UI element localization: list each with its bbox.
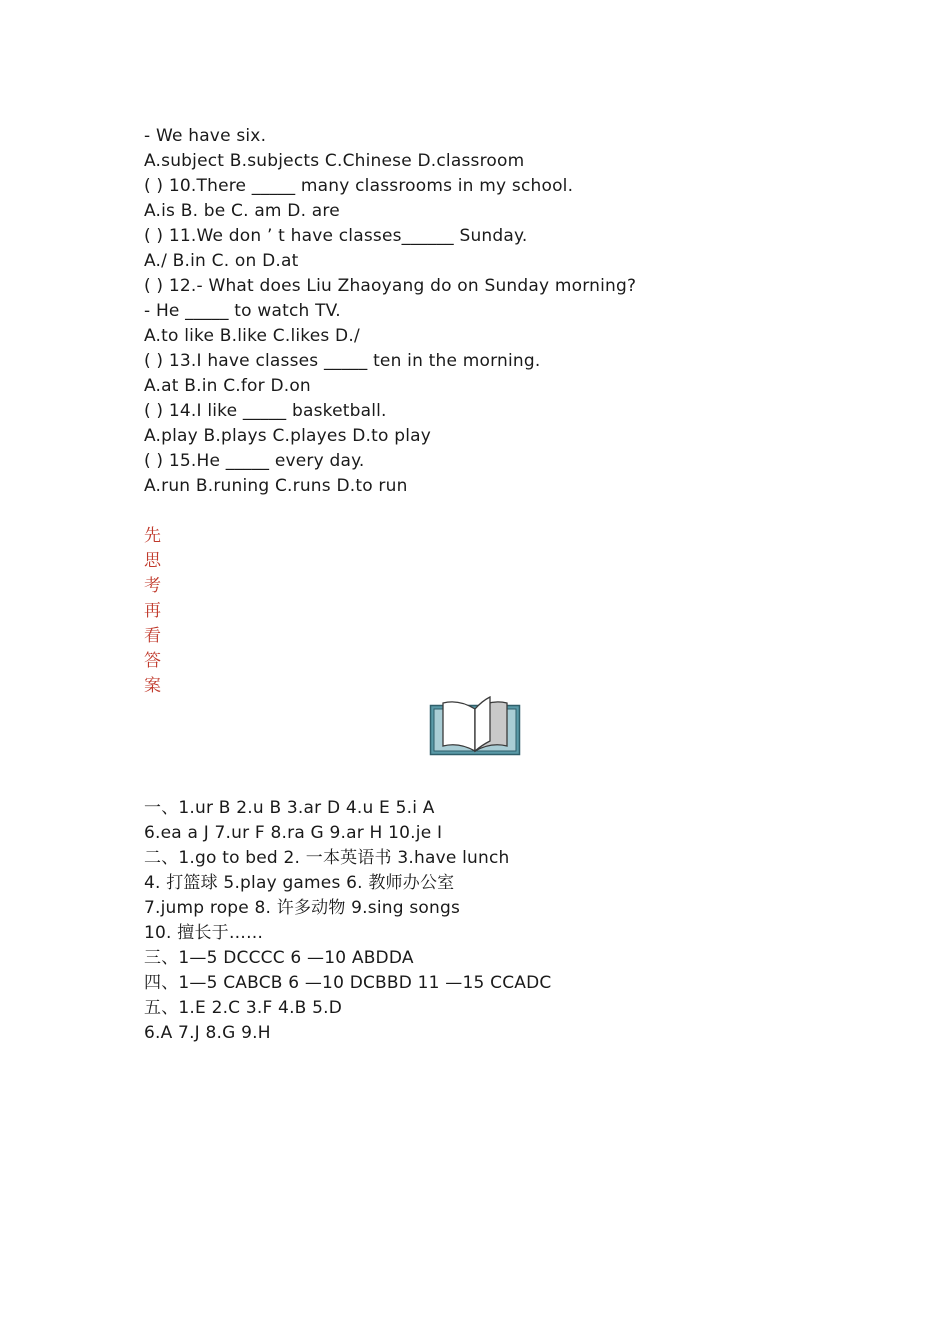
hint-char: 再 — [144, 601, 161, 621]
answer-section — [144, 796, 844, 1046]
question-line: ( ) 14.I like _____ basketball. — [144, 401, 387, 421]
hint-char: 答 — [144, 651, 161, 671]
question-line: ( ) 11.We don ’ t have classes______ Sunday. — [144, 226, 528, 246]
question-line: ( ) 10.There _____ many classrooms in my school. — [144, 176, 574, 196]
question-options: A.subject B.subjects C.Chinese D.classroom — [144, 151, 525, 171]
answer-line: 三、1—5 DCCCC 6 —10 ABDDA — [144, 948, 414, 968]
question-line: ( ) 12.- What does Liu Zhaoyang do on Sunday morning? — [144, 276, 637, 296]
question-options: A.is B. be C. am D. are — [144, 201, 340, 221]
question-line: - We have six. — [144, 126, 267, 146]
answer-line: 7.jump rope 8. 许多动物 9.sing songs — [144, 898, 461, 918]
answer-line: 五、1.E 2.C 3.F 4.B 5.D — [144, 998, 343, 1018]
hint-char: 先 — [144, 526, 161, 546]
answer-line: 6.A 7.J 8.G 9.H — [144, 1023, 271, 1043]
question-line: - He _____ to watch TV. — [144, 301, 341, 321]
question-options: A.at B.in C.for D.on — [144, 376, 311, 396]
question-options: A.to like B.like C.likes D./ — [144, 326, 360, 346]
answer-line: 二、1.go to bed 2. 一本英语书 3.have lunch — [144, 848, 510, 868]
answer-line: 四、1—5 CABCB 6 —10 DCBBD 11 —15 CCADC — [144, 973, 552, 993]
answer-line: 10. 擅长于…… — [144, 923, 264, 943]
question-section — [144, 124, 844, 699]
answer-line: 6.ea a J 7.ur F 8.ra G 9.ar H 10.je I — [144, 823, 443, 843]
hint-char: 考 — [144, 576, 161, 596]
question-line: ( ) 15.He _____ every day. — [144, 451, 365, 471]
question-line: ( ) 13.I have classes _____ ten in the morning. — [144, 351, 541, 371]
think-first-hint — [144, 524, 844, 699]
answer-line: 一、1.ur B 2.u B 3.ar D 4.u E 5.i A — [144, 798, 435, 818]
open-book-icon — [429, 695, 521, 757]
question-options: A./ B.in C. on D.at — [144, 251, 299, 271]
hint-char: 案 — [144, 676, 161, 696]
answer-line: 4. 打篮球 5.play games 6. 教师办公室 — [144, 873, 455, 893]
question-options: A.play B.plays C.playes D.to play — [144, 426, 431, 446]
question-options: A.run B.runing C.runs D.to run — [144, 476, 408, 496]
hint-char: 思 — [144, 551, 161, 571]
hint-char: 看 — [144, 626, 161, 646]
